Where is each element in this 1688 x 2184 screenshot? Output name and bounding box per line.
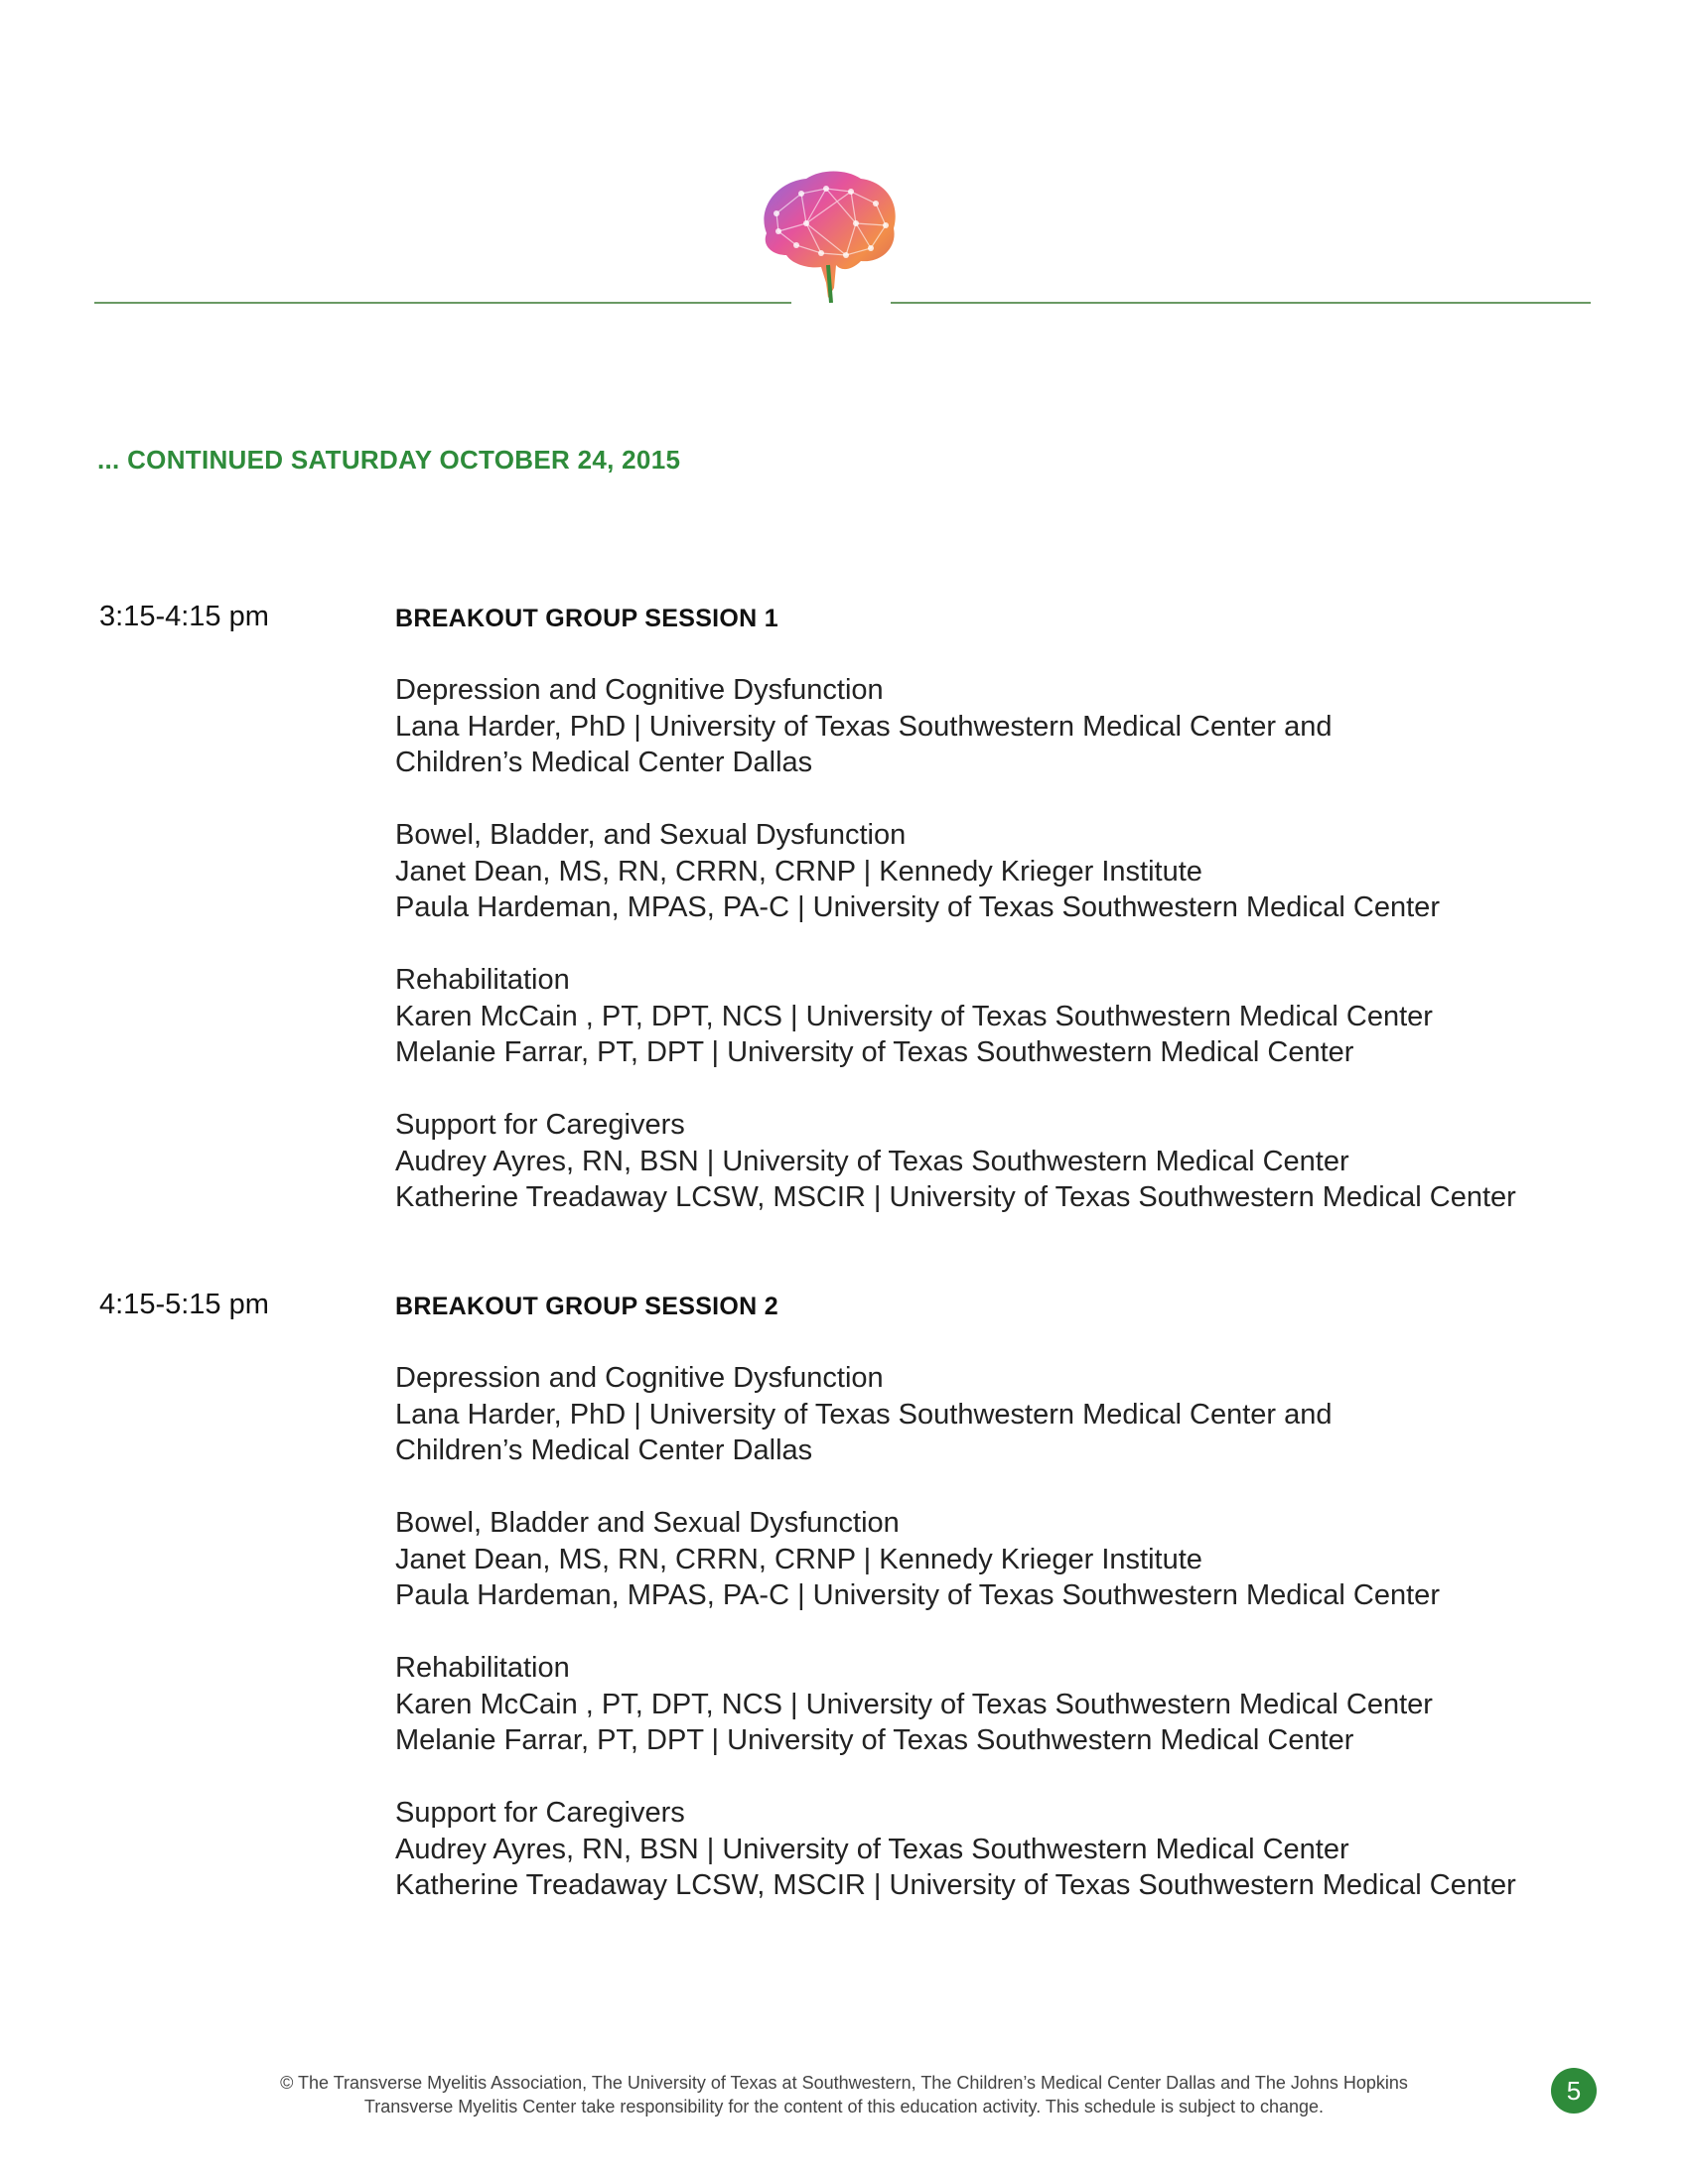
topic-title: Depression and Cognitive Dysfunction [395, 1362, 884, 1394]
session-time: 3:15-4:15 pm [99, 601, 269, 632]
speaker-line: Janet Dean, MS, RN, CRRN, CRNP | Kennedy Krieger Institute [395, 1543, 1202, 1575]
topic-item [395, 672, 1636, 781]
footer-line-2: Transverse Myelitis Center take responsibility for the content of this education activity. This schedule is subject to change. [363, 2097, 1325, 2116]
topic-title: Rehabilitation [395, 964, 570, 996]
topic-item [395, 1505, 1636, 1614]
continued-date-heading: ... CONTINUED SATURDAY OCTOBER 24, 2015 [97, 445, 681, 475]
speaker-line: Children’s Medical Center Dallas [395, 747, 813, 778]
topic-list [395, 1360, 1636, 1940]
topic-item [395, 1360, 1636, 1469]
speaker-line: Katherine Treadaway LCSW, MSCIR | University of Texas Southwestern Medical Center [395, 1181, 1516, 1213]
speaker-line: Lana Harder, PhD | University of Texas Southwestern Medical Center and [395, 710, 1333, 743]
speaker-line: Children’s Medical Center Dallas [395, 1434, 813, 1466]
topic-title: Bowel, Bladder and Sexual Dysfunction [395, 1507, 900, 1539]
speaker-line: Janet Dean, MS, RN, CRRN, CRNP | Kennedy Krieger Institute [395, 855, 1202, 887]
topic-title: Bowel, Bladder, and Sexual Dysfunction [395, 819, 907, 851]
topic-title: Depression and Cognitive Dysfunction [395, 674, 884, 706]
session-time: 4:15-5:15 pm [99, 1289, 269, 1320]
header-divider-left [94, 302, 791, 304]
topic-item [395, 962, 1636, 1071]
speaker-line: Melanie Farrar, PT, DPT | University of Texas Southwestern Medical Center [395, 1036, 1354, 1068]
speaker-line: Karen McCain , PT, DPT, NCS | University of Texas Southwestern Medical Center [395, 1688, 1433, 1720]
speaker-line: Melanie Farrar, PT, DPT | University of Texas Southwestern Medical Center [395, 1724, 1354, 1756]
topic-list [395, 672, 1636, 1252]
footer-disclaimer [0, 2071, 1688, 2118]
speaker-line: Karen McCain , PT, DPT, NCS | University of Texas Southwestern Medical Center [395, 1000, 1433, 1032]
brain-network-logo-icon [747, 164, 906, 313]
topic-item [395, 1650, 1636, 1759]
page-number-badge: 5 [1551, 2068, 1597, 2114]
topic-item [395, 1107, 1636, 1216]
header-divider-right [891, 302, 1591, 304]
speaker-line: Paula Hardeman, MPAS, PA-C | University of Texas Southwestern Medical Center [395, 1579, 1440, 1611]
speaker-line: Audrey Ayres, RN, BSN | University of Texas Southwestern Medical Center [395, 1145, 1349, 1177]
session-title: BREAKOUT GROUP SESSION 1 [395, 605, 778, 632]
footer-line-1: © The Transverse Myelitis Association, The University of Texas at Southwestern, The Children’s Medical Center Dallas and The Johns Hopkins [280, 2073, 1408, 2093]
topic-title: Support for Caregivers [395, 1109, 685, 1141]
speaker-line: Katherine Treadaway LCSW, MSCIR | University of Texas Southwestern Medical Center [395, 1869, 1516, 1901]
topic-title: Rehabilitation [395, 1652, 570, 1684]
speaker-line: Audrey Ayres, RN, BSN | University of Texas Southwestern Medical Center [395, 1833, 1349, 1865]
topic-item [395, 817, 1636, 926]
session-title: BREAKOUT GROUP SESSION 2 [395, 1293, 778, 1320]
topic-item [395, 1795, 1636, 1904]
topic-title: Support for Caregivers [395, 1797, 685, 1829]
speaker-line: Lana Harder, PhD | University of Texas Southwestern Medical Center and [395, 1398, 1333, 1431]
speaker-line: Paula Hardeman, MPAS, PA-C | University of Texas Southwestern Medical Center [395, 891, 1440, 923]
